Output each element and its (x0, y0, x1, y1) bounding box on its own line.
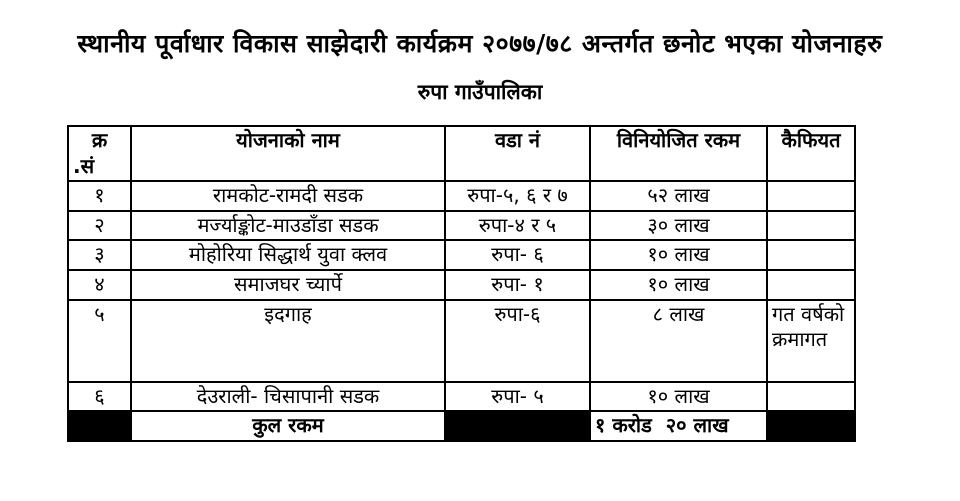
row-amount: ३० लाख (590, 211, 767, 241)
table-header-row (68, 126, 855, 181)
row-serial: १ (68, 181, 131, 211)
row-amount: ८ लाख (590, 300, 767, 382)
total-amount: १ करोड २० लाख (590, 411, 767, 441)
row-serial: ४ (68, 270, 131, 300)
row-project-name: समाजघर च्यार्पे (131, 270, 445, 300)
table-row (68, 240, 855, 270)
table-row (68, 181, 855, 211)
filled-cell (68, 411, 131, 441)
row-project-name: रामकोट-रामदी सडक (131, 181, 445, 211)
header-serial-number (68, 126, 131, 181)
row-serial: ६ (68, 382, 131, 412)
row-ward: रुपा- ६ (445, 240, 590, 270)
row-project-name: मोहोरिया सिद्धार्थ युवा क्लव (131, 240, 445, 270)
header-ward-number: वडा नं (445, 126, 590, 181)
row-project-name: देउराली- चिसापानी सडक (131, 382, 445, 412)
row-project-name: मर्ज्याङ्कोट-माउडाँडा सडक (131, 211, 445, 241)
filled-cell (445, 411, 590, 441)
row-ward: रुपा-४ र ५ (445, 211, 590, 241)
row-serial: ५ (68, 300, 131, 382)
row-amount: १० लाख (590, 382, 767, 412)
table-row (68, 382, 855, 412)
row-ward: रुपा-६ (445, 300, 590, 382)
header-project-name: योजनाको नाम (131, 126, 445, 181)
row-remark (767, 270, 855, 300)
row-remark (767, 240, 855, 270)
header-serial-line1: क्र (91, 128, 108, 152)
row-serial: २ (68, 211, 131, 241)
row-remark (767, 382, 855, 412)
row-amount: ५२ लाख (590, 181, 767, 211)
row-remark: गत वर्षको क्रमागत (767, 300, 855, 382)
table-row (68, 211, 855, 241)
filled-cell (767, 411, 855, 441)
row-ward: रुपा- १ (445, 270, 590, 300)
header-serial-line2: .सं (73, 153, 95, 178)
table-row (68, 270, 855, 300)
projects-table (67, 125, 856, 442)
row-project-name: इदगाह (131, 300, 445, 382)
header-remarks: कैफियत (767, 126, 855, 181)
row-remark (767, 181, 855, 211)
row-remark (767, 211, 855, 241)
page-title: स्थानीय पूर्वाधार विकास साझेदारी कार्यक्रम २०७७/७८ अन्तर्गत छनोट भएका योजनाहरु (77, 29, 883, 58)
row-ward: रुपा- ५ (445, 382, 590, 412)
total-label: कुल रकम (131, 411, 445, 441)
row-amount: १० लाख (590, 270, 767, 300)
header-allocated-amount: विनियोजित रकम (590, 126, 767, 181)
table-row (68, 300, 855, 382)
table-total-row (68, 411, 855, 441)
row-ward: रुपा-५, ६ र ७ (445, 181, 590, 211)
page-subtitle: रुपा गाउँपालिका (417, 80, 543, 104)
row-serial: ३ (68, 240, 131, 270)
row-amount: १० लाख (590, 240, 767, 270)
